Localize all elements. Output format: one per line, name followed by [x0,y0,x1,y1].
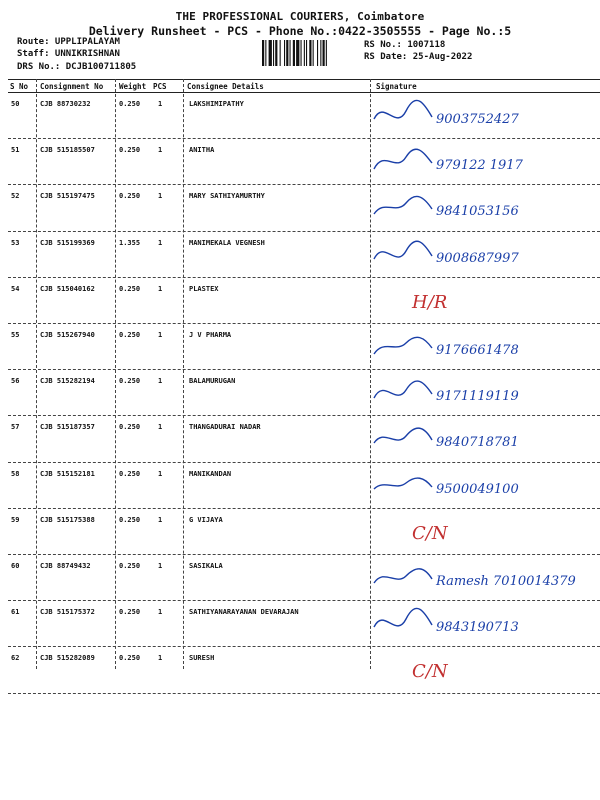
pcs-count: 1 [158,515,163,524]
weight-value: 0.250 [119,654,141,663]
weight-value: 0.250 [119,423,141,432]
consignment-number: CJB 515282194 [40,377,95,386]
table-row [0,509,600,555]
pcs-count: 1 [158,377,163,386]
signature-note: 9500049100 [436,481,519,497]
column-header-signature: Signature [376,82,417,91]
consignee-name: SASIKALA [189,562,223,570]
column-header-consignee: Consignee Details [187,82,264,91]
signature-scribble [370,324,598,368]
column-header-sno: S No [10,82,29,91]
signature-note: 979122 1917 [436,158,523,174]
weight-value: 0.250 [119,284,141,293]
signature-cell [370,370,598,414]
signature-note: C/N [412,661,448,683]
signature-note: 9008687997 [436,250,519,266]
table-row [0,647,600,693]
pcs-count: 1 [158,562,163,570]
serial-number: 52 [11,192,20,201]
drs-number: DRS No.: DCJB100711805 [17,62,137,72]
company-title: THE PROFESSIONAL COURIERS, Coimbatore [175,10,425,23]
signature-cell [370,232,598,276]
pcs-count: 1 [158,284,163,293]
signature-cell [370,278,598,322]
consignment-number: CJB 515282089 [40,654,95,663]
signature-cell [370,416,598,460]
consignment-number: CJB 88749432 [40,562,91,570]
consignment-number: CJB 515199369 [40,238,95,247]
signature-scribble [370,139,598,183]
consignment-number: CJB 515197475 [40,192,95,201]
serial-number: 53 [11,238,20,247]
consignee-name: ANITHA [189,146,215,155]
signature-scribble [370,647,598,691]
consignment-number: CJB 515185507 [40,146,95,155]
consignment-number: CJB 515040162 [40,284,95,293]
weight-value: 0.250 [119,146,141,155]
signature-scribble [370,93,598,137]
pcs-count: 1 [158,469,163,478]
table-row [0,93,600,139]
signature-note: 9176661478 [436,343,519,358]
weight-value: 0.250 [119,515,141,524]
serial-number: 56 [11,377,20,386]
signature-scribble [370,278,598,322]
pcs-count: 1 [158,192,163,201]
consignee-name: G VIJAYA [189,515,223,524]
pcs-count: 1 [158,654,163,663]
barcode-image [262,40,358,66]
signature-scribble [370,509,598,553]
rs-number: RS No.: 1007118 [364,40,446,50]
weight-value: 0.250 [119,608,141,617]
weight-value: 0.250 [119,469,141,478]
pcs-count: 1 [158,146,163,155]
runsheet-title: Delivery Runsheet - PCS - Phone No.:0422-3505555 - Page No.:5 [88,24,512,38]
signature-cell [370,93,598,137]
signature-note: H/R [412,291,448,313]
consignee-name: SURESH [189,654,215,663]
rs-date: RS Date: 25-Aug-2022 [364,52,473,62]
signature-scribble [370,555,598,599]
consignee-name: SATHIYANARAYANAN DEVARAJAN [189,608,299,617]
table-row [0,278,600,324]
signature-note: 9843190713 [436,620,519,636]
pcs-count: 1 [158,100,163,108]
pcs-count: 1 [158,331,163,339]
consignment-number: CJB 515152181 [40,469,95,478]
signature-scribble [370,416,598,460]
signature-scribble [370,185,598,229]
serial-number: 59 [11,515,20,524]
table-row [0,601,600,647]
weight-value: 0.250 [119,100,141,108]
serial-number: 50 [11,100,20,108]
weight-value: 1.355 [119,238,141,247]
table-row [0,463,600,509]
serial-number: 58 [11,469,20,478]
consignee-name: MANIMEKALA VEGNESH [189,238,265,247]
pcs-count: 1 [158,608,163,617]
serial-number: 51 [11,146,20,155]
consignment-number: CJB 515267940 [40,331,95,339]
signature-cell [370,601,598,645]
weight-value: 0.250 [119,562,141,570]
signature-scribble [370,232,598,276]
table-row [0,370,600,416]
table-row [0,324,600,370]
signature-scribble [370,601,598,645]
consignee-name: LAKSHIMIPATHY [189,100,244,108]
signature-cell [370,324,598,368]
table-row [0,555,600,601]
column-header-consignment: Consignment No [40,82,104,91]
consignee-name: MANIKANDAN [189,469,232,478]
serial-number: 60 [11,562,20,570]
column-header-weight: Weight [119,82,147,91]
signature-cell [370,185,598,229]
table-top-border [8,79,600,80]
signature-scribble [370,370,598,414]
table-row [0,139,600,185]
consignment-number: CJB 515175388 [40,515,95,524]
row-divider [8,693,600,694]
signature-cell [370,139,598,183]
table-row [0,232,600,278]
serial-number: 61 [11,608,20,617]
signature-cell [370,509,598,553]
signature-note: C/N [412,522,448,544]
consignee-name: MARY SATHIYAMURTHY [189,192,265,201]
signature-scribble [370,463,598,507]
consignee-name: PLASTEX [189,284,219,293]
serial-number: 54 [11,284,20,293]
signature-cell [370,555,598,599]
staff-label: Staff: UNNIKRISHNAN [17,49,120,59]
signature-note: 9171119119 [436,389,519,405]
signature-note: 9841053156 [436,204,519,220]
signature-cell [370,647,598,691]
serial-number: 57 [11,423,20,432]
weight-value: 0.250 [119,192,141,201]
consignee-name: BALAMURUGAN [189,377,236,386]
table-row [0,185,600,231]
weight-value: 0.250 [119,377,141,386]
table-row [0,416,600,462]
column-header-pcs: PCS [153,82,167,91]
consignee-name: THANGADURAI NADAR [189,423,261,432]
route-label: Route: UPPLIPALAYAM [17,37,120,47]
signature-note: Ramesh 7010014379 [436,574,576,589]
pcs-count: 1 [158,238,163,247]
weight-value: 0.250 [119,331,141,339]
consignment-number: CJB 515175372 [40,608,95,617]
signature-note: 9003752427 [436,112,519,127]
signature-cell [370,463,598,507]
serial-number: 55 [11,331,20,339]
consignment-number: CJB 88730232 [40,100,91,108]
consignee-name: J V PHARMA [189,331,232,339]
pcs-count: 1 [158,423,163,432]
consignment-number: CJB 515187357 [40,423,95,432]
signature-note: 9840718781 [436,435,519,451]
serial-number: 62 [11,654,20,663]
